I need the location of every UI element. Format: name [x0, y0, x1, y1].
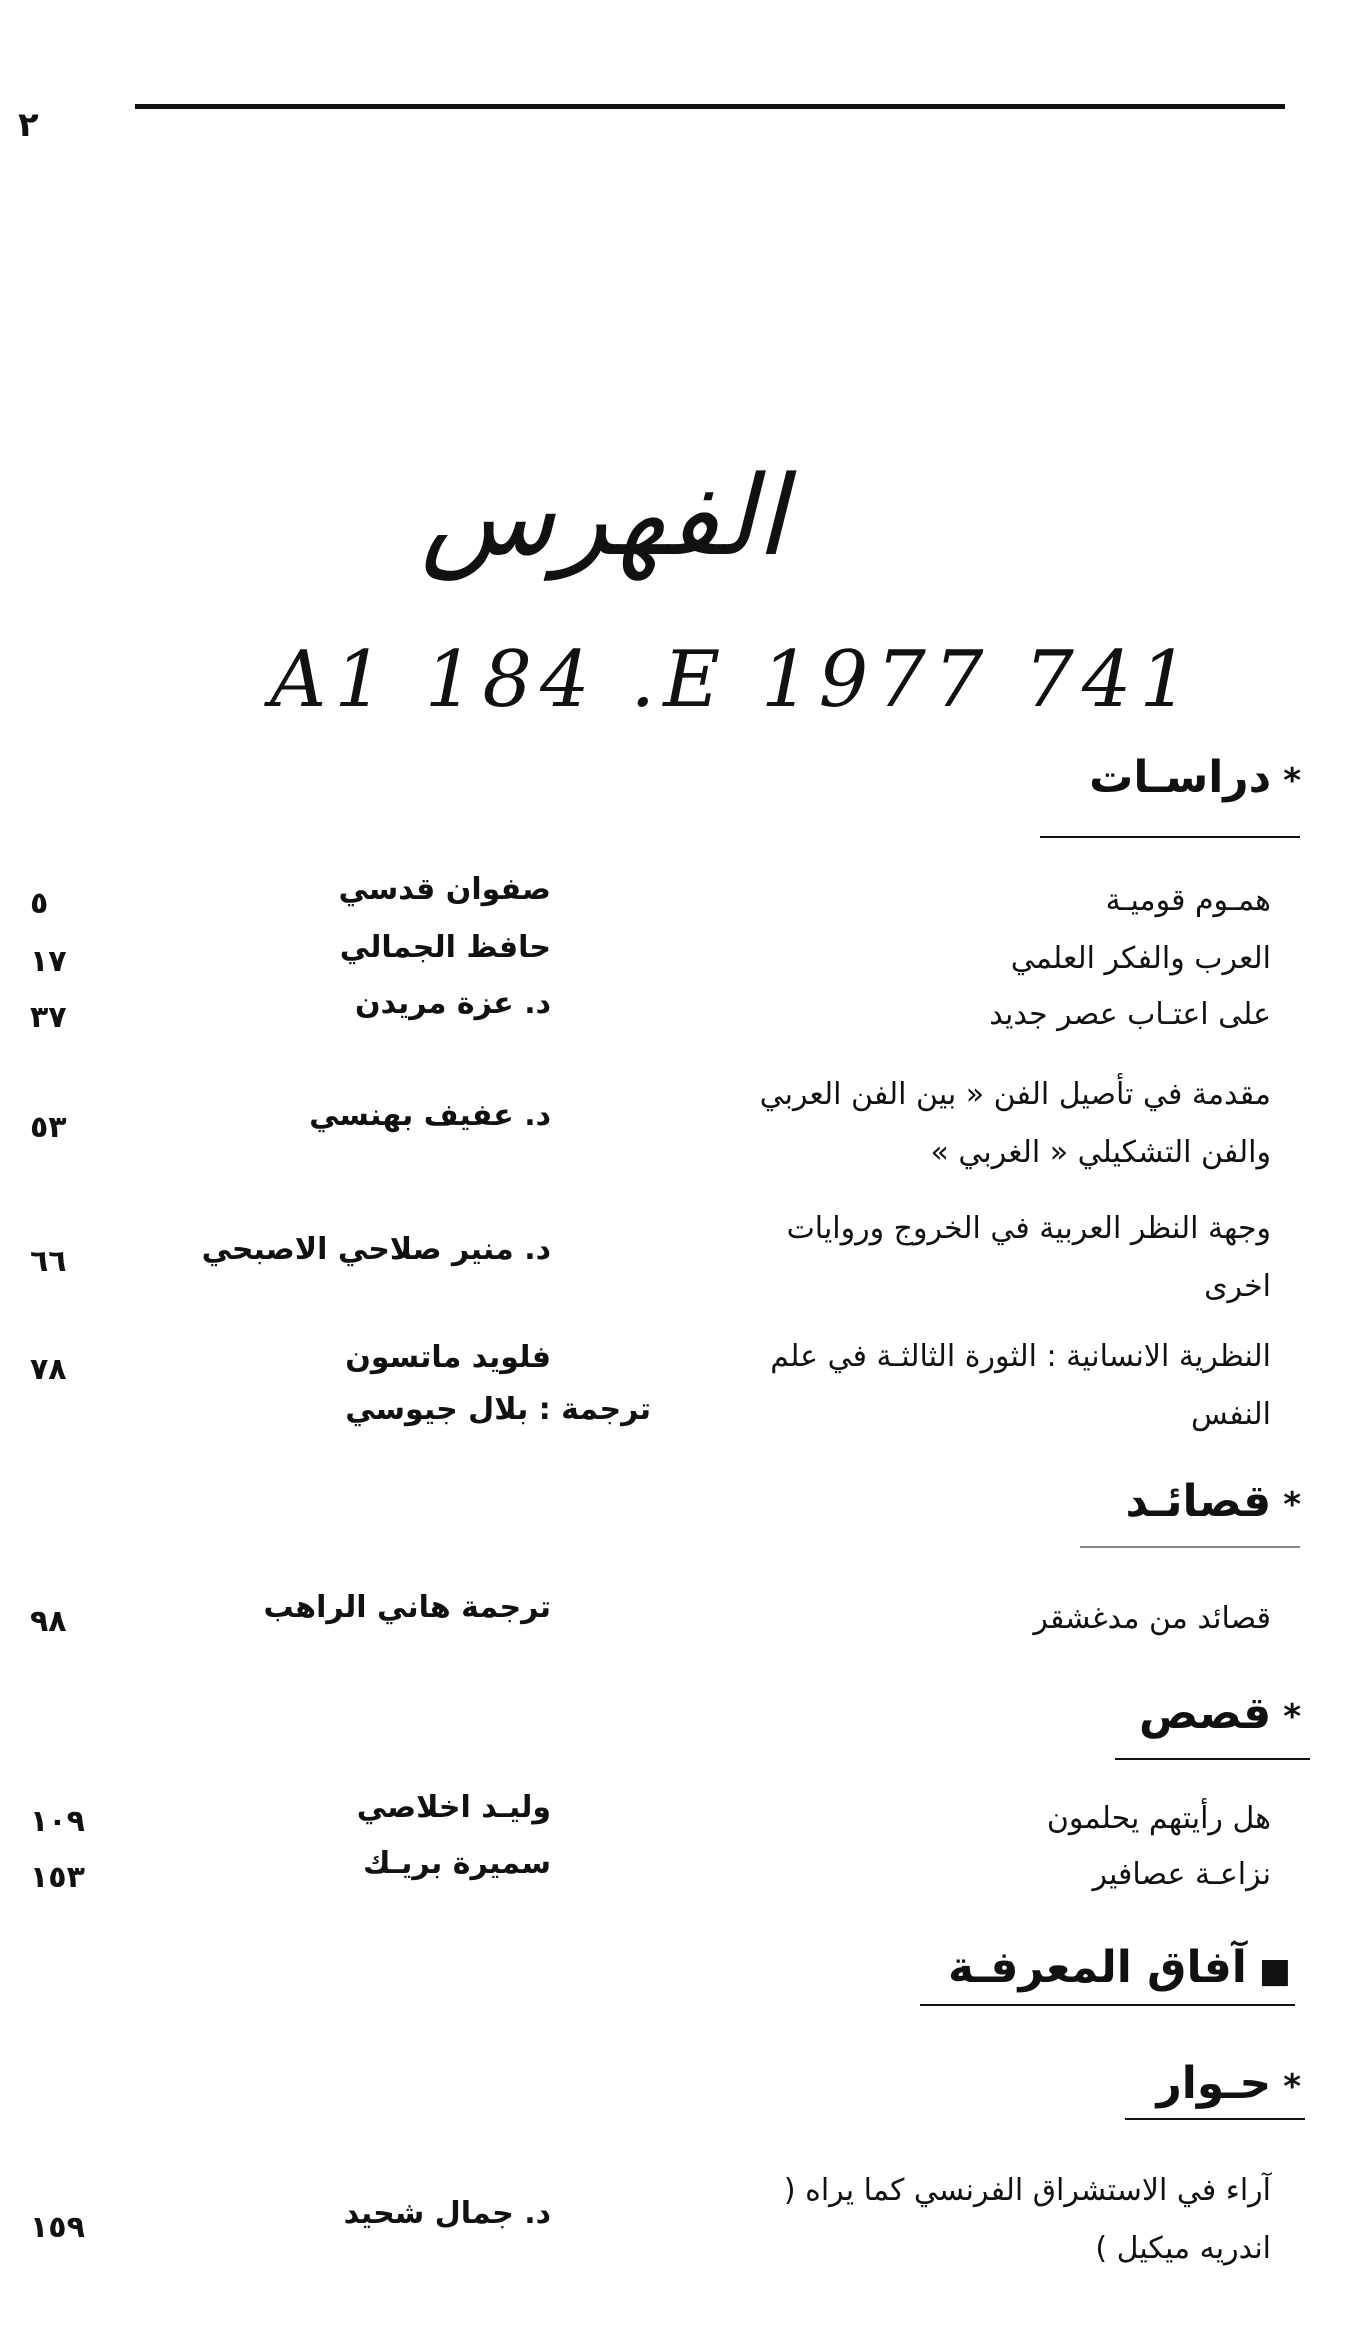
entry-page: ١٥٩ — [30, 2210, 85, 2245]
page-title: الفهرس — [420, 452, 786, 580]
entry-author: وليـد اخلاصي — [356, 1790, 551, 1825]
entry-author: سميرة بريـك — [362, 1846, 551, 1881]
entry-author: د. عزة مريدن — [355, 986, 551, 1021]
entry-title: هل رأيتهم يحلمون — [1046, 1801, 1271, 1836]
entry-author: صفوان قدسي — [338, 872, 551, 907]
entry-page: ٩٨ — [30, 1604, 67, 1639]
entry-page: ٣٧ — [30, 1000, 67, 1035]
entry-page: ٦٦ — [30, 1244, 67, 1279]
top-rule — [135, 104, 1285, 109]
entry-translator: ترجمة : بلال جيوسي — [345, 1392, 651, 1427]
square-bullet-icon: ■ — [1258, 1951, 1291, 1991]
section-rule — [1115, 1758, 1310, 1760]
entry-author: فلويد ماتسون — [345, 1340, 551, 1375]
entry-title: نزاعـة عصافير — [1092, 1857, 1271, 1892]
page-number: ٢ — [18, 105, 39, 145]
entry-title: قصائد من مدغشقر — [1033, 1601, 1271, 1636]
entry-title: العرب والفكر العلمي — [1010, 941, 1271, 976]
entry-page: ١٠٩ — [30, 1804, 85, 1839]
entry-page: ١٥٣ — [30, 1860, 85, 1895]
handwritten-call-number: A1 184 .E 1977 741 — [270, 635, 1198, 725]
entry-title: على اعتـاب عصر جديد — [989, 997, 1271, 1032]
entry-author: د. عفيف بهنسي — [309, 1098, 551, 1133]
entry-title: مقدمة في تأصيل الفن « بين الفن العربي والفن التشكيلي « الغربي » — [759, 1077, 1271, 1170]
section-heading-dialogue: *حـوار — [1156, 2058, 1301, 2109]
entry-title: النظرية الانسانية : الثورة الثالثـة في علم النفس — [770, 1339, 1271, 1432]
section-heading-horizons: ■آفاق المعرفـة — [947, 1942, 1291, 1993]
section-rule — [1040, 836, 1300, 838]
entry-page: ١٧ — [30, 944, 67, 979]
section-heading-stories: *قصص — [1139, 1688, 1301, 1739]
entry-page: ٥ — [30, 886, 49, 921]
asterisk-icon: * — [1283, 761, 1301, 801]
asterisk-icon: * — [1283, 1697, 1301, 1737]
entry-page: ٥٣ — [30, 1110, 67, 1145]
section-rule — [1125, 2118, 1305, 2120]
entry-author: ترجمة هاني الراهب — [263, 1590, 551, 1625]
entry-page: ٧٨ — [30, 1352, 67, 1387]
entry-title: وجهة النظر العربية في الخروج وروايات اخرى — [786, 1211, 1271, 1304]
section-heading-poems: *قصائـد — [1125, 1476, 1301, 1527]
section-rule — [920, 2004, 1295, 2006]
asterisk-icon: * — [1283, 2067, 1301, 2107]
section-heading-studies: *دراسـات — [1089, 752, 1301, 803]
asterisk-icon: * — [1283, 1485, 1301, 1525]
entry-title: همـوم قوميـة — [1105, 883, 1271, 918]
entry-title: آراء في الاستشراق الفرنسي كما يراه ( اندريه ميكيل ) — [783, 2173, 1271, 2266]
entry-author: د. منير صلاحي الاصبحي — [201, 1232, 551, 1267]
entry-author: د. جمال شحيد — [343, 2196, 551, 2231]
section-rule — [1080, 1546, 1300, 1548]
entry-author: حافظ الجمالي — [339, 930, 551, 965]
